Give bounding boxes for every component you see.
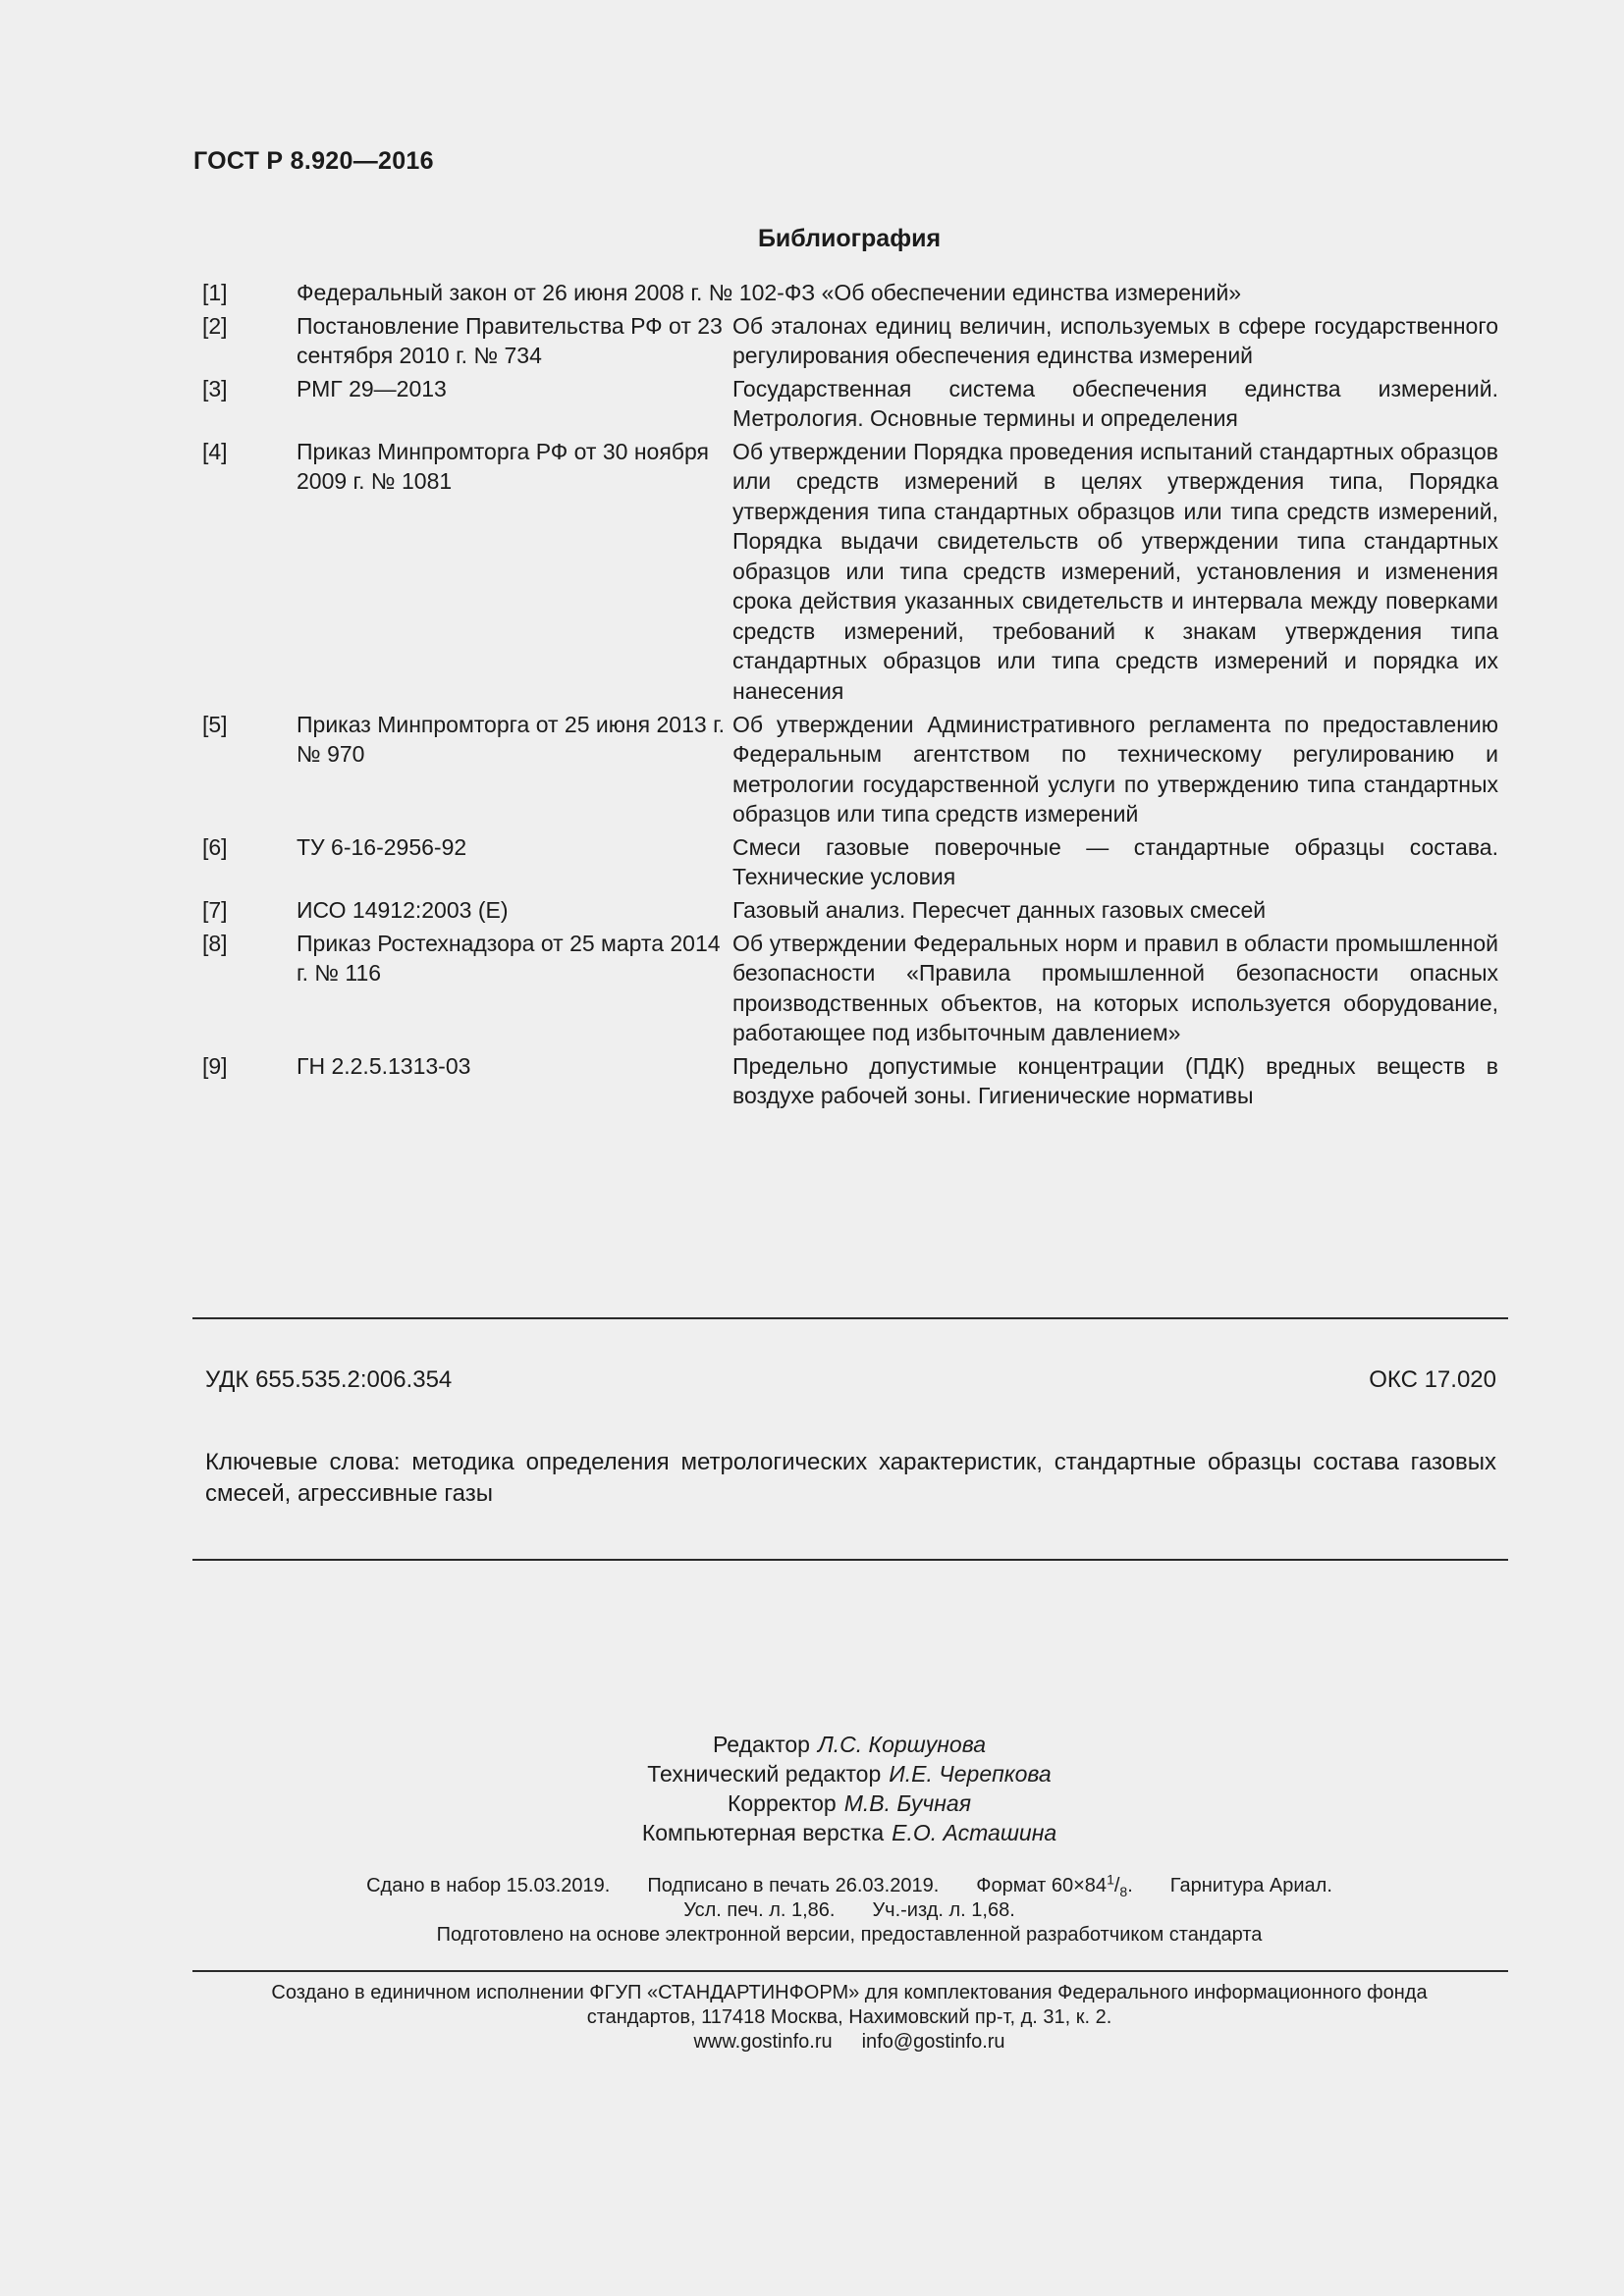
credits-block [0,1730,1624,1847]
credit-name: М.В. Бучная [843,1790,972,1816]
bibliography-title: Библиография [757,225,942,252]
entry-number: [6] [202,833,228,860]
bibliography-entry [202,710,1498,829]
bibliography-entry [202,929,1498,1048]
entry-number: [5] [202,711,228,737]
bibliography-entry [202,311,1498,371]
section-divider-top [192,1317,1508,1319]
bibliography-entry [202,437,1498,707]
entry-source: ИСО 14912:2003 (Е) [297,896,509,923]
entry-number: [8] [202,930,228,956]
entry-number: [9] [202,1052,228,1079]
credit-role: Компьютерная верстка [641,1820,885,1845]
credit-line [0,1818,1624,1847]
entry-subject: Об утверждении Федеральных норм и правил в области промышленной безопасности «Правила промышленной безопасности опасных производственных объектов, на которых используется оборудование, работающее под избыточным давлением» [732,930,1498,1045]
credit-name: Л.С. Коршунова [817,1732,987,1757]
print-sheets: Усл. печ. л. 1,86. [683,1899,836,1921]
entry-number: [3] [202,375,228,401]
keywords: Ключевые слова: методика определения метрологических характеристик, стандартные образцы состава газовых смесей, агрессивные газы [205,1449,1496,1507]
footer-block [0,1981,1624,2055]
imprint-line-2 [0,1898,1624,1923]
oks-code: ОКС 17.020 [1369,1366,1496,1393]
entry-source: Приказ Минпромторга от 25 июня 2013 г. № 970 [297,711,726,767]
footer-divider [192,1970,1508,1972]
bibliography-entry [202,832,1498,892]
entry-number: [7] [202,896,228,923]
imprint-line-1 [0,1871,1624,1899]
entry-subject: Государственная система обеспечения единства измерений. Метрология. Основные термины и определения [732,375,1498,431]
udk-code: УДК 655.535.2:006.354 [205,1366,453,1393]
entry-subject: Предельно допустимые концентрации (ПДК) вредных веществ в воздухе рабочей зоны. Гигиенические нормативы [732,1052,1498,1108]
created-line-1: Создано в единичном исполнении ФГУП «СТАНДАРТИНФОРМ» для комплектования Федерального информационного фонда [271,1982,1428,2003]
entry-subject: Газовый анализ. Пересчет данных газовых смесей [732,896,1267,923]
entry-source: ТУ 6-16-2956-92 [297,833,467,860]
created-line-2: стандартов, 117418 Москва, Нахимовский пр-т, д. 31, к. 2. [586,2006,1112,2028]
bibliography-entry [202,374,1498,434]
imprint-block [0,1871,1624,1948]
typeface: Гарнитура Ариал. [1169,1875,1332,1896]
prepared-note: Подготовлено на основе электронной версии, предоставленной разработчиком стандарта [436,1924,1263,1946]
entry-subject: Об эталонах единиц величин, используемых в сфере государственного регулирования обеспечения единства измерений [732,312,1498,368]
credit-name: Е.О. Асташина [892,1820,1057,1845]
bibliography-list [202,278,1498,1114]
format: Формат $60\times 84^1/_8$. [976,1871,1133,1899]
entry-number: [2] [202,312,228,339]
contacts [0,2030,1624,2055]
publisher-sheets: Уч.-изд. л. 1,68. [872,1899,1015,1921]
bibliography-entry [202,278,1498,308]
entry-source: Постановление Правительства РФ от 23 сентября 2010 г. № 734 [297,312,723,368]
entry-source: ГН 2.2.5.1313-03 [297,1052,471,1079]
section-divider-bottom [192,1559,1508,1561]
document-code: ГОСТ Р 8.920—2016 [193,147,434,175]
credit-line [0,1759,1624,1789]
entry-number: [4] [202,438,228,464]
credit-role: Технический редактор [647,1761,882,1787]
entry-number: [1] [202,280,228,305]
entry-subject: Об утверждении Административного регламента по предоставлению Федеральным агентством по техническому регулированию и метрологии государственной услуги по утверждению типа стандартных образцов или типа средств измерений [732,711,1498,827]
email-link[interactable]: info@gostinfo.ru [861,2031,1005,2053]
credit-line [0,1789,1624,1818]
bibliography-entry [202,895,1498,926]
website-link[interactable]: www.gostinfo.ru [693,2031,833,2053]
entry-source: Приказ Минпромторга РФ от 30 ноября 2009 г. № 1081 [297,438,709,494]
credit-role: Редактор [712,1732,810,1757]
entry-subject: Смеси газовые поверочные — стандартные образцы состава. Технические условия [732,833,1498,889]
signed-to-print: Подписано в печать 26.03.2019. [647,1875,940,1896]
credit-name: И.Е. Черепкова [889,1761,1052,1787]
entry-source: Федеральный закон от 26 июня 2008 г. № 102-ФЗ «Об обеспечении единства измерений» [297,280,1242,305]
bibliography-entry [202,1051,1498,1111]
entry-source: Приказ Ростехнадзора от 25 марта 2014 г. № 116 [297,930,721,986]
entry-source: РМГ 29—2013 [297,375,447,401]
sent-to-typeset: Сдано в набор 15.03.2019. [366,1875,611,1896]
credit-line [0,1730,1624,1759]
credit-role: Корректор [727,1790,837,1816]
entry-subject: Об утверждении Порядка проведения испытаний стандартных образцов или средств измерений в целях утверждения типа, Порядка утверждения типа стандартных образцов или типа средств измерений, Порядка выдачи свидетельств об утверждении типа стандартных образцов или типа средств измерений, установления и изменения срока действия указанных свидетельств и интервала между поверками средств измерений, требований к знакам утверждения типа стандартных образцов или типа средств измерений и порядка их нанесения [732,438,1498,704]
